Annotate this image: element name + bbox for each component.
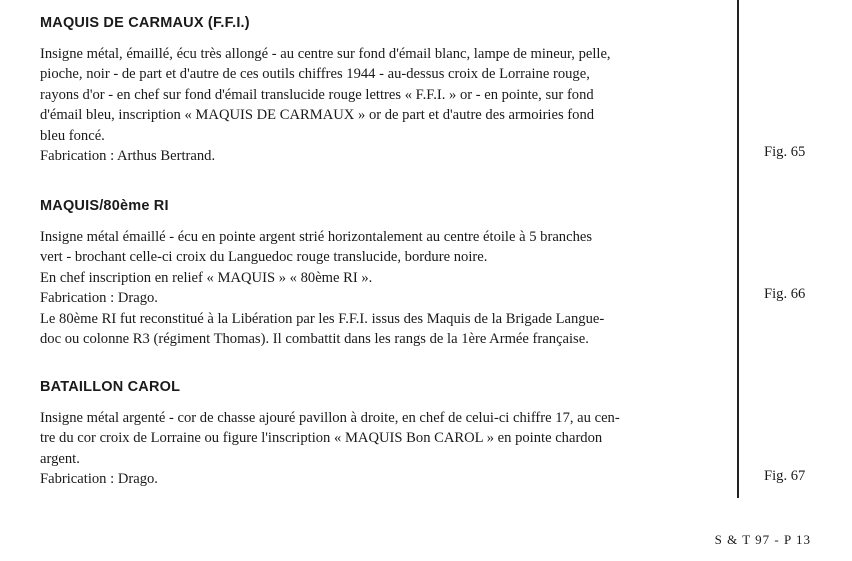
body-line: En chef inscription en relief « MAQUIS » « 80ème RI ». xyxy=(40,269,373,286)
entry-maquis-de-carmaux xyxy=(40,14,730,166)
entry-bataillon-carol xyxy=(40,378,730,490)
entry-body xyxy=(40,227,730,349)
entry-title: MAQUIS/80ème RI xyxy=(40,198,169,214)
page-footer: S & T 97 - P 13 xyxy=(714,532,811,547)
body-line: d'émail bleu, inscription « MAQUIS DE CARMAUX » or de part et d'autre des armoiries fond xyxy=(40,107,595,124)
body-line: vert - brochant celle-ci croix du Languedoc rouge translucide, bordure noire. xyxy=(40,249,488,266)
fig-label: Fig. 66 xyxy=(764,286,806,302)
fig-label: Fig. 65 xyxy=(764,144,806,160)
body-line: Insigne métal argenté - cor de chasse ajouré pavillon à droite, en chef de celui-ci chiffre 17, au cen- xyxy=(40,410,620,426)
entry-title: BATAILLON CAROL xyxy=(40,379,181,395)
body-line: rayons d'or - en chef sur fond d'émail translucide rouge lettres « F.F.I. » or - en pointe, sur fond xyxy=(40,86,594,103)
entry-title: MAQUIS DE CARMAUX (F.F.I.) xyxy=(40,15,250,31)
body-line: Fabrication : Arthus Bertrand. xyxy=(40,148,216,165)
body-line: Insigne métal émaillé - écu en pointe argent strié horizontalement au centre étoile à 5 branches xyxy=(40,229,593,245)
body-line: bleu foncé. xyxy=(40,127,105,144)
body-line: tre du cor croix de Lorraine ou figure l'inscription « MAQUIS Bon CAROL » en pointe chardon xyxy=(40,430,603,447)
vertical-rule xyxy=(737,0,739,498)
entry-body xyxy=(40,408,730,490)
body-line: argent. xyxy=(40,450,80,467)
body-line: Le 80ème RI fut reconstitué à la Libération par les F.F.I. issus des Maquis de la Brigade Langue- xyxy=(40,310,605,327)
body-line: Fabrication : Drago. xyxy=(40,471,158,488)
entry-body xyxy=(40,44,730,166)
body-line: doc ou colonne R3 (régiment Thomas). Il combattit dans les rangs de la 1ère Armée française. xyxy=(40,331,589,348)
body-line: Insigne métal, émaillé, écu très allongé - au centre sur fond d'émail blanc, lampe de mineur, pelle, xyxy=(40,46,611,62)
body-line: Fabrication : Drago. xyxy=(40,290,158,307)
fig-label: Fig. 67 xyxy=(764,468,806,484)
body-line: pioche, noir - de part et d'autre de ces outils chiffres 1944 - au-dessus croix de Lorraine rouge, xyxy=(40,66,590,83)
entry-maquis-80eme-ri xyxy=(40,197,730,349)
